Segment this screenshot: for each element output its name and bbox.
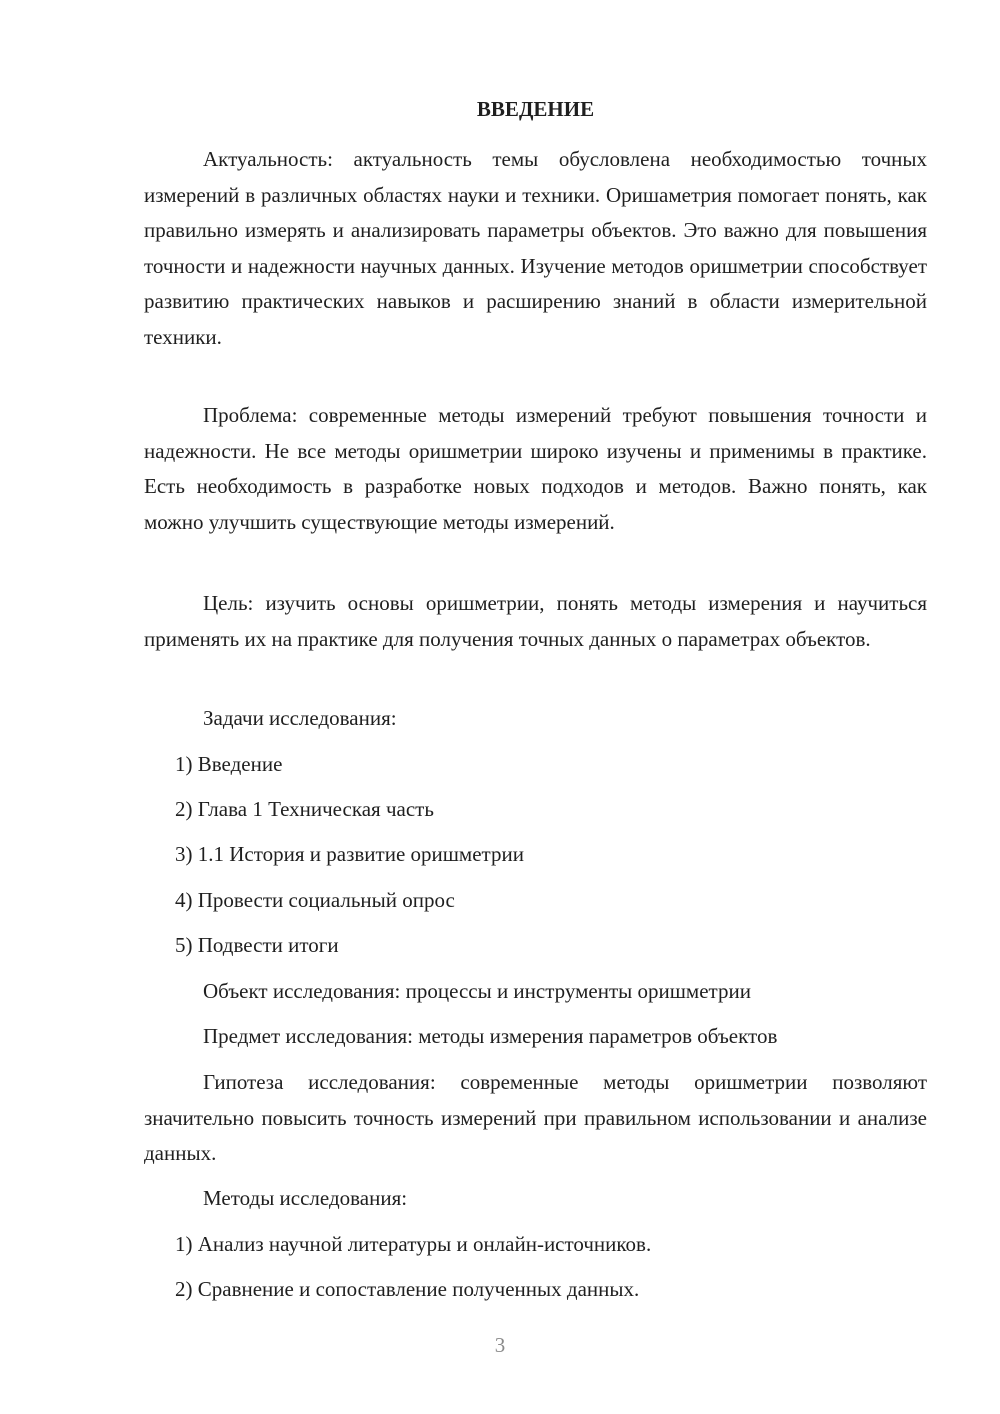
tasks-title: Задачи исследования: <box>203 706 397 730</box>
goal-paragraph: Цель: изучить основы оришметрии, понять методы измерения и научиться применять их на практике для получения точных данных о параметрах объектов. <box>144 591 927 651</box>
task-item: 1) Введение <box>175 752 283 776</box>
method-item: 1) Анализ научной литературы и онлайн-источников. <box>175 1232 652 1256</box>
hypothesis-paragraph: Гипотеза исследования: современные методы оришметрии позволяют значительно повысить точность измерений при правильном использовании и анализе данных. <box>144 1070 927 1165</box>
task-item: 3) 1.1 История и развитие оришметрии <box>175 842 524 866</box>
task-item: 2) Глава 1 Техническая часть <box>175 797 434 821</box>
problem-paragraph: Проблема: современные методы измерений требуют повышения точности и надежности. Не все методы оришметрии широко изучены и применимы в практике. Есть необходимость в разработке новых подходов и методов. Важно понять, как можно улучшить существующие методы измерений. <box>144 403 927 534</box>
task-item: 5) Подвести итоги <box>175 933 339 957</box>
research-object: Объект исследования: процессы и инструменты оришметрии <box>203 979 751 1003</box>
task-item: 4) Провести социальный опрос <box>175 888 455 912</box>
section-heading: ВВЕДЕНИЕ <box>476 97 595 121</box>
method-item: 2) Сравнение и сопоставление полученных данных. <box>175 1277 640 1301</box>
page-number: 3 <box>494 1333 506 1357</box>
relevance-paragraph: Актуальность: актуальность темы обусловлена необходимостью точных измерений в различных областях науки и техники. Оришаметрия помогает понять, как правильно измерять и анализировать параметры объектов. Это важно для повышения точности и надежности научных данных. Изучение методов оришметрии способствует развитию практических навыков и расширению знаний в области измерительной техники. <box>144 147 927 349</box>
methods-title: Методы исследования: <box>203 1186 408 1210</box>
research-subject: Предмет исследования: методы измерения параметров объектов <box>203 1024 778 1048</box>
